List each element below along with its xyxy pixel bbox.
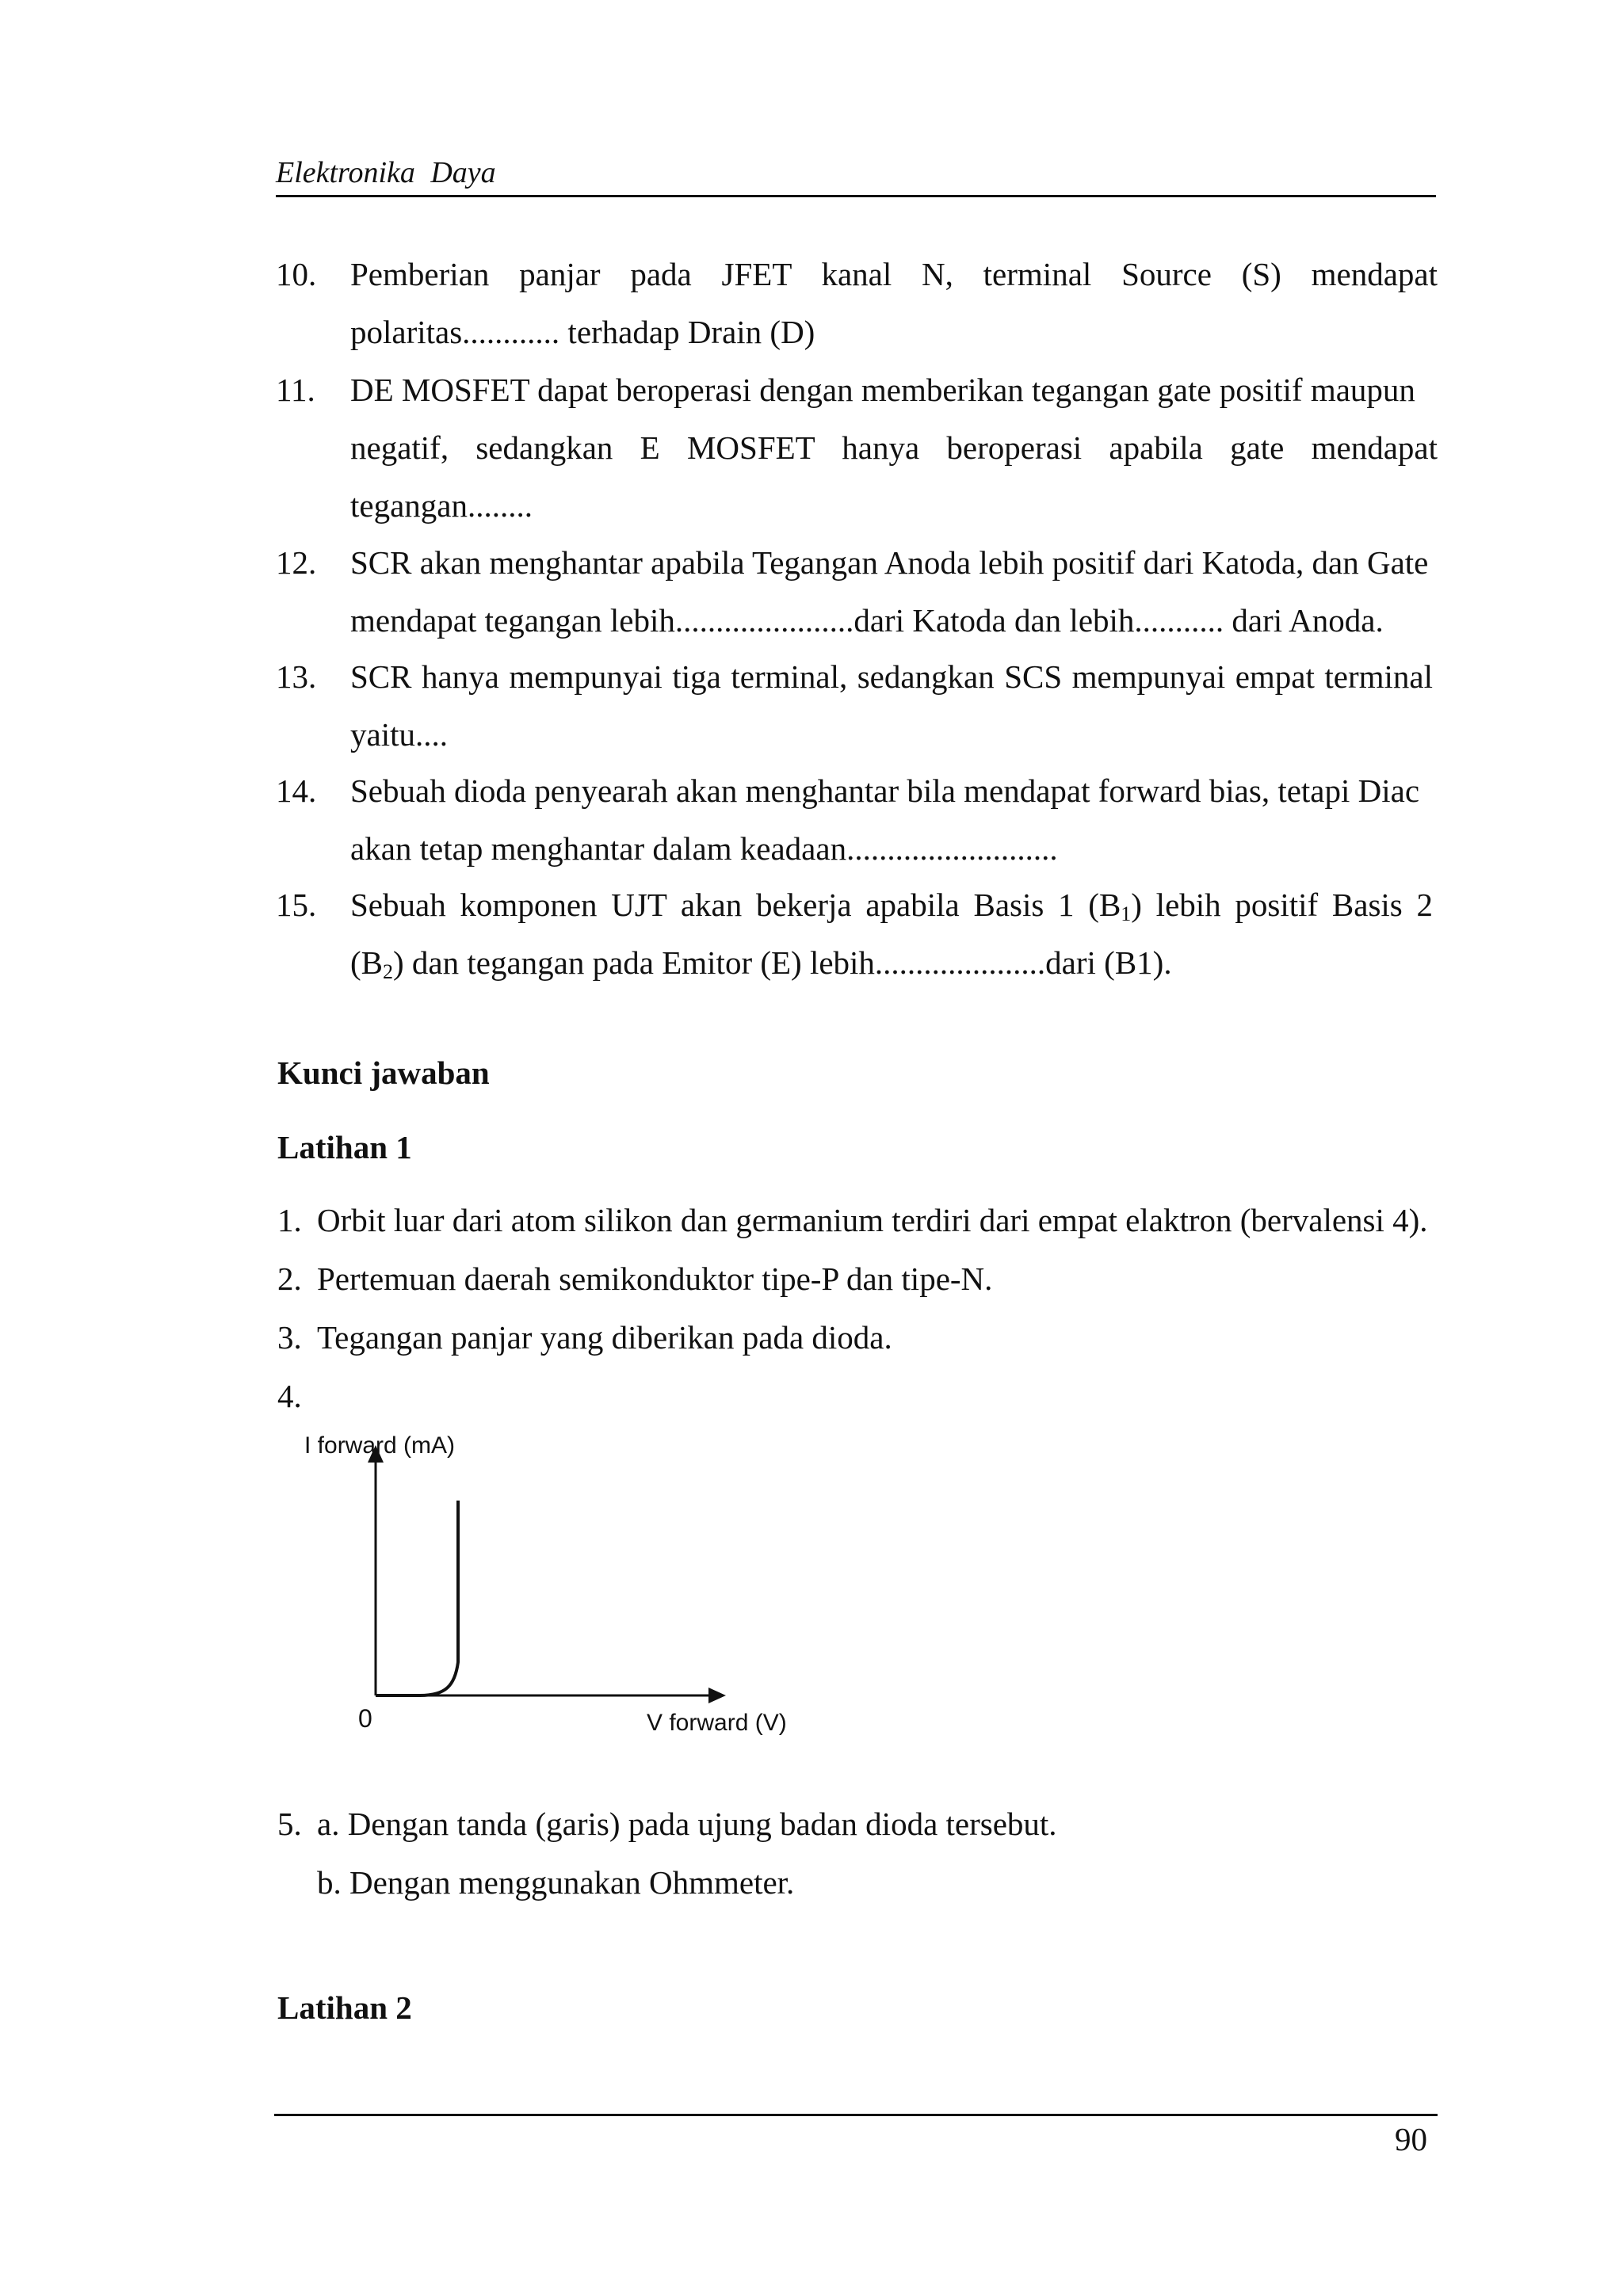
- answer-text: Pertemuan daerah semikonduktor tipe-P dan tipe-N.: [317, 1261, 993, 1297]
- answer-item-5b: [317, 1863, 794, 1901]
- answer-text: Orbit luar dari atom silikon dan germanium terdiri dari empat elaktron (bervalensi 4).: [317, 1202, 1428, 1238]
- question-14: [276, 762, 1438, 878]
- diode-iv-graph-svg: [293, 1425, 816, 1757]
- question-line: yaitu....: [350, 716, 448, 753]
- diode-curve: [376, 1501, 458, 1695]
- question-line: Sebuah komponen UJT akan bekerja apabila Basis 1 $(B_1)$ lebih positif Basis 2: [350, 887, 1433, 925]
- question-number: 14.: [276, 772, 317, 809]
- answer-number: 4.: [277, 1378, 302, 1414]
- question-line: SCR hanya mempunyai tiga terminal, sedangkan SCS mempunyai empat terminal: [350, 658, 1433, 695]
- question-line: polaritas............ terhadap Drain (D): [350, 314, 815, 350]
- question-number: 15.: [276, 887, 317, 923]
- question-15: [276, 876, 1438, 992]
- origin-label: 0: [358, 1704, 372, 1733]
- section-heading-latihan-1: Latihan 1: [277, 1129, 412, 1165]
- question-13: [276, 648, 1438, 764]
- answer-number: 1.: [277, 1202, 302, 1238]
- question-number: 11.: [276, 372, 315, 408]
- header-title: Elektronika Daya: [276, 156, 496, 189]
- answer-text-a: a. Dengan tanda (garis) pada ujung badan dioda tersebut.: [317, 1806, 1057, 1842]
- question-line: tegangan........: [350, 487, 533, 524]
- answer-key-title: Kunci jawaban: [277, 1055, 490, 1091]
- question-line: Sebuah dioda penyearah akan menghantar bila mendapat forward bias, tetapi Diac: [350, 772, 1420, 809]
- question-line: akan tetap menghantar dalam keadaan..........................: [350, 830, 1058, 867]
- running-header: [276, 155, 1436, 197]
- question-line: mendapat tegangan lebih......................dari Katoda dan lebih........... dari Anoda.: [350, 602, 1384, 639]
- answer-number: 5.: [277, 1806, 302, 1842]
- answer-item-4: [277, 1377, 317, 1415]
- answer-text-b: b. Dengan menggunakan Ohmmeter.: [317, 1864, 795, 1901]
- page-number: 90: [1395, 2121, 1427, 2157]
- answer-text: Tegangan panjar yang diberikan pada dioda.: [317, 1319, 892, 1356]
- x-axis-arrow: [708, 1688, 726, 1703]
- question-line: negatif, sedangkan E MOSFET hanya beroperasi apabila gate mendapat: [350, 429, 1438, 466]
- question-number: 13.: [276, 658, 317, 695]
- section-heading-latihan-2: Latihan 2: [277, 1989, 412, 2026]
- question-11: [276, 361, 1438, 535]
- footer-rule: [274, 2114, 1438, 2116]
- answer-number: 2.: [277, 1261, 302, 1297]
- question-line: Pemberian panjar pada JFET kanal N, terminal Source (S) mendapat: [350, 256, 1438, 292]
- answer-item-1: [277, 1201, 1428, 1239]
- answer-number: 3.: [277, 1319, 302, 1356]
- question-line: DE MOSFET dapat beroperasi dengan memberikan tegangan gate positif maupun: [350, 372, 1415, 408]
- x-axis-label: V forward (V): [647, 1710, 787, 1736]
- y-axis-label: I forward (mA): [304, 1432, 456, 1459]
- answer-item-2: [277, 1260, 992, 1298]
- question-12: [276, 534, 1438, 650]
- answer-item-5: [277, 1805, 1057, 1843]
- question-line: $(B_2)$ dan tegangan pada Emitor (E) lebih.....................dari (B1).: [350, 944, 1172, 983]
- question-number: 10.: [276, 256, 317, 292]
- answer-item-3: [277, 1318, 892, 1356]
- question-line: SCR akan menghantar apabila Tegangan Anoda lebih positif dari Katoda, dan Gate: [350, 544, 1429, 581]
- diode-iv-graph: [293, 1425, 816, 1757]
- question-10: [276, 246, 1438, 361]
- question-number: 12.: [276, 544, 317, 581]
